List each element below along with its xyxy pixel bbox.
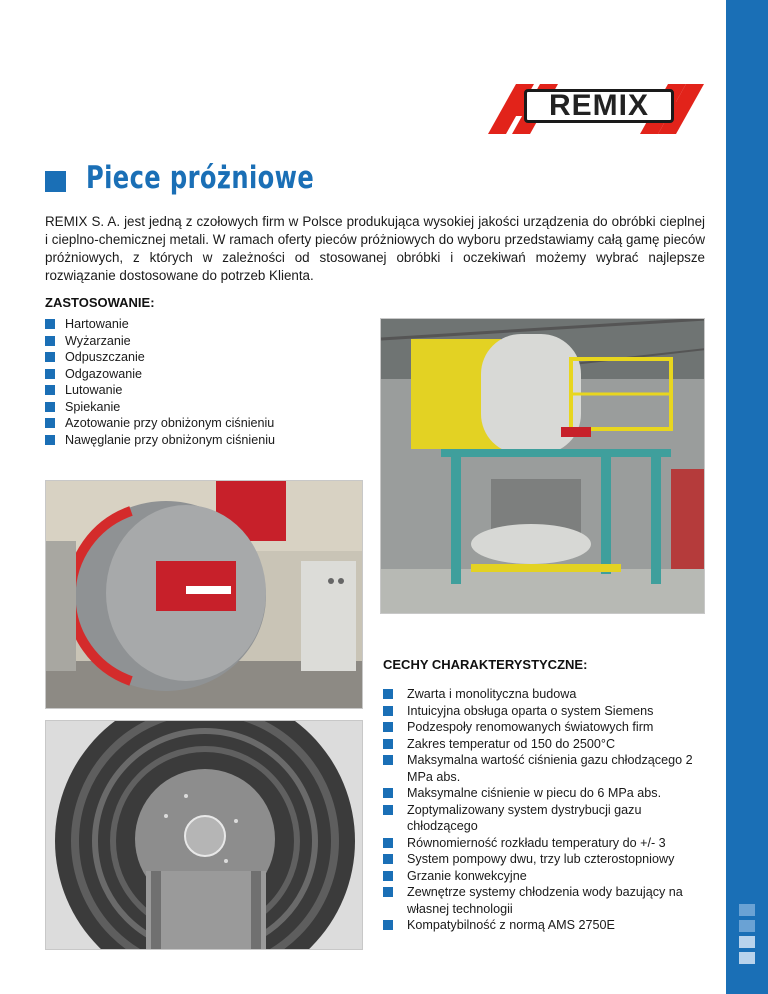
photo-horizontal-furnace bbox=[45, 480, 363, 709]
list-item: Odpuszczanie bbox=[45, 349, 345, 366]
bullet-square-icon bbox=[45, 385, 55, 395]
bullet-square-icon bbox=[383, 788, 393, 798]
bullet-square-icon bbox=[383, 689, 393, 699]
list-item: Lutowanie bbox=[45, 382, 345, 399]
list-item: Odgazowanie bbox=[45, 366, 345, 383]
bullet-square-icon bbox=[383, 805, 393, 815]
bullet-square-icon bbox=[383, 722, 393, 732]
features-heading: CECHY CHARAKTERYSTYCZNE: bbox=[383, 657, 588, 672]
bullet-square-icon bbox=[383, 755, 393, 765]
bullet-square-icon bbox=[383, 739, 393, 749]
bullet-square-icon bbox=[383, 871, 393, 881]
applications-list bbox=[45, 316, 345, 448]
list-item: Kompatybilność z normą AMS 2750E bbox=[383, 917, 713, 934]
bullet-square-icon bbox=[383, 838, 393, 848]
list-item: Wyżarzanie bbox=[45, 333, 345, 350]
list-item: Zewnętrze systemy chłodzenia wody bazujący na własnej technologii bbox=[383, 884, 697, 917]
bullet-square-icon bbox=[45, 352, 55, 362]
side-accent-bar bbox=[726, 0, 768, 994]
page-title: Piece próżniowe bbox=[86, 160, 315, 196]
photo-vertical-furnace bbox=[380, 318, 705, 614]
list-item: Zoptymalizowany system dystrybucji gazu chłodzącego bbox=[383, 802, 687, 835]
list-item: Zwarta i monolityczna budowa bbox=[383, 686, 713, 703]
bullet-square-icon bbox=[45, 336, 55, 346]
list-item: Maksymalne ciśnienie w piecu do 6 MPa abs. bbox=[383, 785, 713, 802]
side-decor-squares bbox=[739, 904, 755, 968]
title-square-icon bbox=[45, 171, 66, 192]
features-list bbox=[383, 686, 713, 934]
list-item: Grzanie konwekcyjne bbox=[383, 868, 713, 885]
list-item: Hartowanie bbox=[45, 316, 345, 333]
list-item: Intuicyjna obsługa oparta o system Siemens bbox=[383, 703, 713, 720]
list-item: Nawęglanie przy obniżonym ciśnieniu bbox=[45, 432, 345, 449]
list-item: Równomierność rozkładu temperatury do +/- 3 bbox=[383, 835, 713, 852]
photo-furnace-interior bbox=[45, 720, 363, 950]
list-item: Maksymalna wartość ciśnienia gazu chłodzącego 2 MPa abs. bbox=[383, 752, 697, 785]
list-item: Zakres temperatur od 150 do 2500°C bbox=[383, 736, 713, 753]
list-item: Podzespoły renomowanych światowych firm bbox=[383, 719, 713, 736]
bullet-square-icon bbox=[383, 887, 393, 897]
list-item: Spiekanie bbox=[45, 399, 345, 416]
bullet-square-icon bbox=[45, 369, 55, 379]
bullet-square-icon bbox=[383, 920, 393, 930]
bullet-square-icon bbox=[383, 706, 393, 716]
intro-paragraph: REMIX S. A. jest jedną z czołowych firm w Polsce produkująca wysokiej jakości urządzenia do obróbki cieplnej i cieplno-chemicznej metali. W ramach oferty pieców próżniowych do wyboru przedstawiamy całą gamę pieców próżniowych, z których w zależności od stosowanej obróbki i oczekiwań możemy wybrać najlepsze rozwiązanie dostosowane do potrzeb Klienta. bbox=[45, 214, 705, 283]
bullet-square-icon bbox=[45, 319, 55, 329]
applications-heading: ZASTOSOWANIE: bbox=[45, 295, 155, 310]
bullet-square-icon bbox=[45, 418, 55, 428]
list-item: Azotowanie przy obniżonym ciśnieniu bbox=[45, 415, 345, 432]
list-item: System pompowy dwu, trzy lub czterostopniowy bbox=[383, 851, 713, 868]
bullet-square-icon bbox=[45, 402, 55, 412]
bullet-square-icon bbox=[45, 435, 55, 445]
bullet-square-icon bbox=[383, 854, 393, 864]
logo-wordmark: REMIX bbox=[524, 89, 674, 123]
